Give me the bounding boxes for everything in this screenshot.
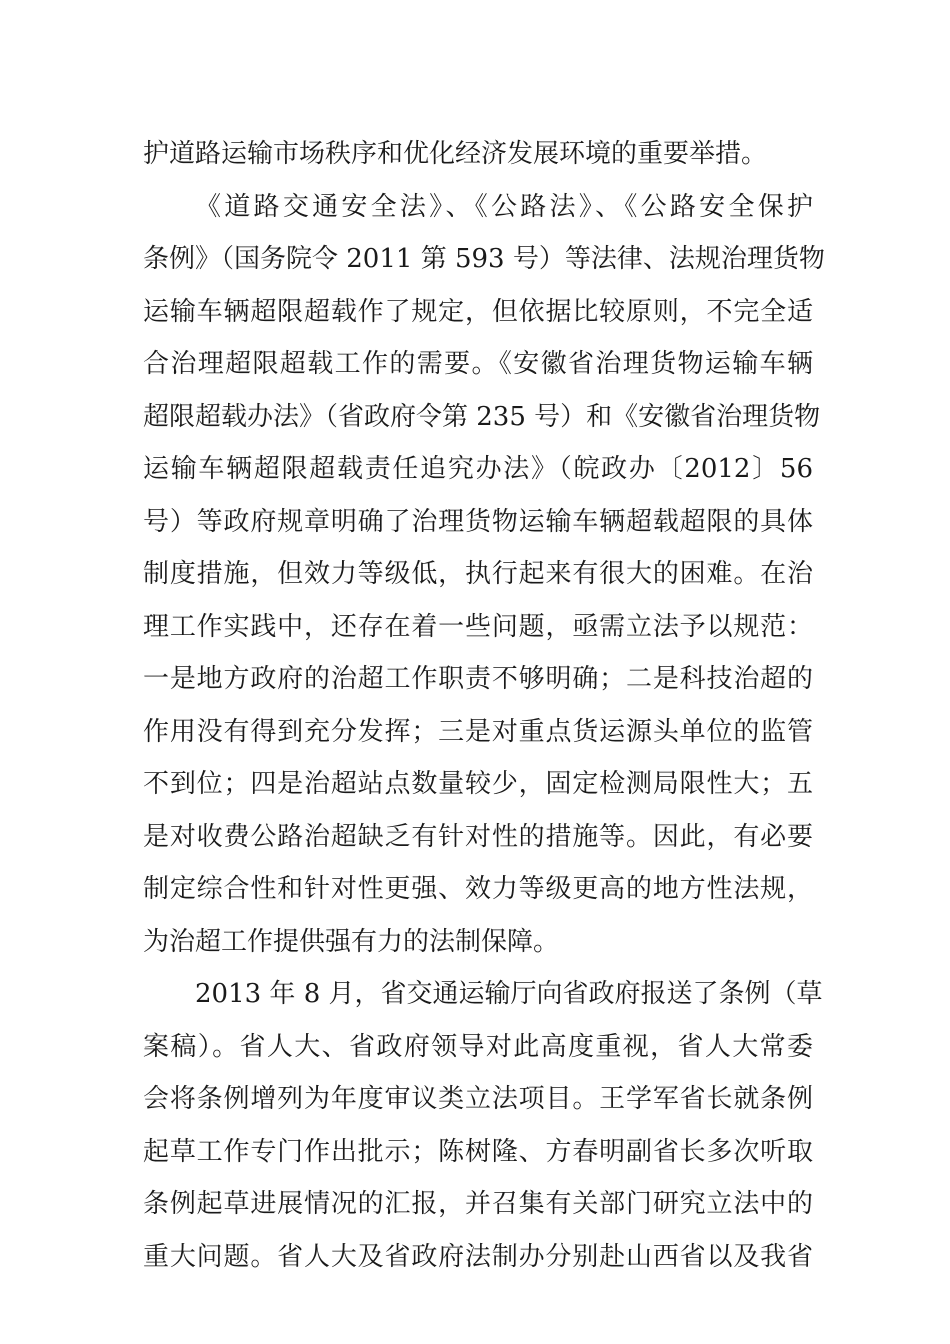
text-line: 条例起草进展情况的汇报，并召集有关部门研究立法中的 <box>143 1189 813 1219</box>
paragraph-first-line: 《道路交通安全法》、《公路法》、《公路安全保护 <box>195 191 813 222</box>
text-line: 制定综合性和针对性更强、效力等级更高的地方性法规， <box>143 874 813 904</box>
text-line: 运输车辆超限超载责任追究办法》（皖政办〔2012〕56 <box>143 454 813 484</box>
text-line: 制度措施，但效力等级低，执行起来有很大的困难。在治 <box>143 559 813 589</box>
text-line: 条例》（国务院令 2011 第 593 号）等法律、法规治理货物 <box>143 244 825 274</box>
text-line: 一是地方政府的治超工作职责不够明确；二是科技治超的 <box>143 664 813 694</box>
body-text <box>143 128 825 1283</box>
text-line: 号）等政府规章明确了治理货物运输车辆超载超限的具体 <box>143 506 813 537</box>
text-line: 会将条例增列为年度审议类立法项目。王学军省长就条例 <box>143 1084 813 1114</box>
text-line: 起草工作专门作出批示；陈树隆、方春明副省长多次听取 <box>143 1136 813 1167</box>
paragraph-first-line: 2013 年 8 月，省交通运输厅向省政府报送了条例（草 <box>195 979 823 1009</box>
text-line: 不到位；四是治超站点数量较少，固定检测局限性大；五 <box>143 769 813 799</box>
text-line: 为治超工作提供强有力的法制保障。 <box>143 926 560 957</box>
text-line: 是对收费公路治超缺乏有针对性的措施等。因此，有必要 <box>143 821 813 852</box>
text-line: 重大问题。省人大及省政府法制办分别赴山西省以及我省 <box>143 1241 813 1272</box>
text-line: 作用没有得到充分发挥；三是对重点货运源头单位的监管 <box>143 716 813 747</box>
text-line: 理工作实践中，还存在着一些问题，亟需立法予以规范： <box>143 611 813 642</box>
text-line: 合治理超限超载工作的需要。《安徽省治理货物运输车辆 <box>143 349 813 379</box>
text-line: 运输车辆超限超载作了规定，但依据比较原则，不完全适 <box>143 296 813 327</box>
text-line: 案稿）。省人大、省政府领导对此高度重视，省人大常委 <box>143 1031 813 1062</box>
text-line: 护道路运输市场秩序和优化经济发展环境的重要举措。 <box>143 139 768 169</box>
text-line: 超限超载办法》（省政府令第 235 号）和《安徽省治理货物 <box>143 401 821 432</box>
